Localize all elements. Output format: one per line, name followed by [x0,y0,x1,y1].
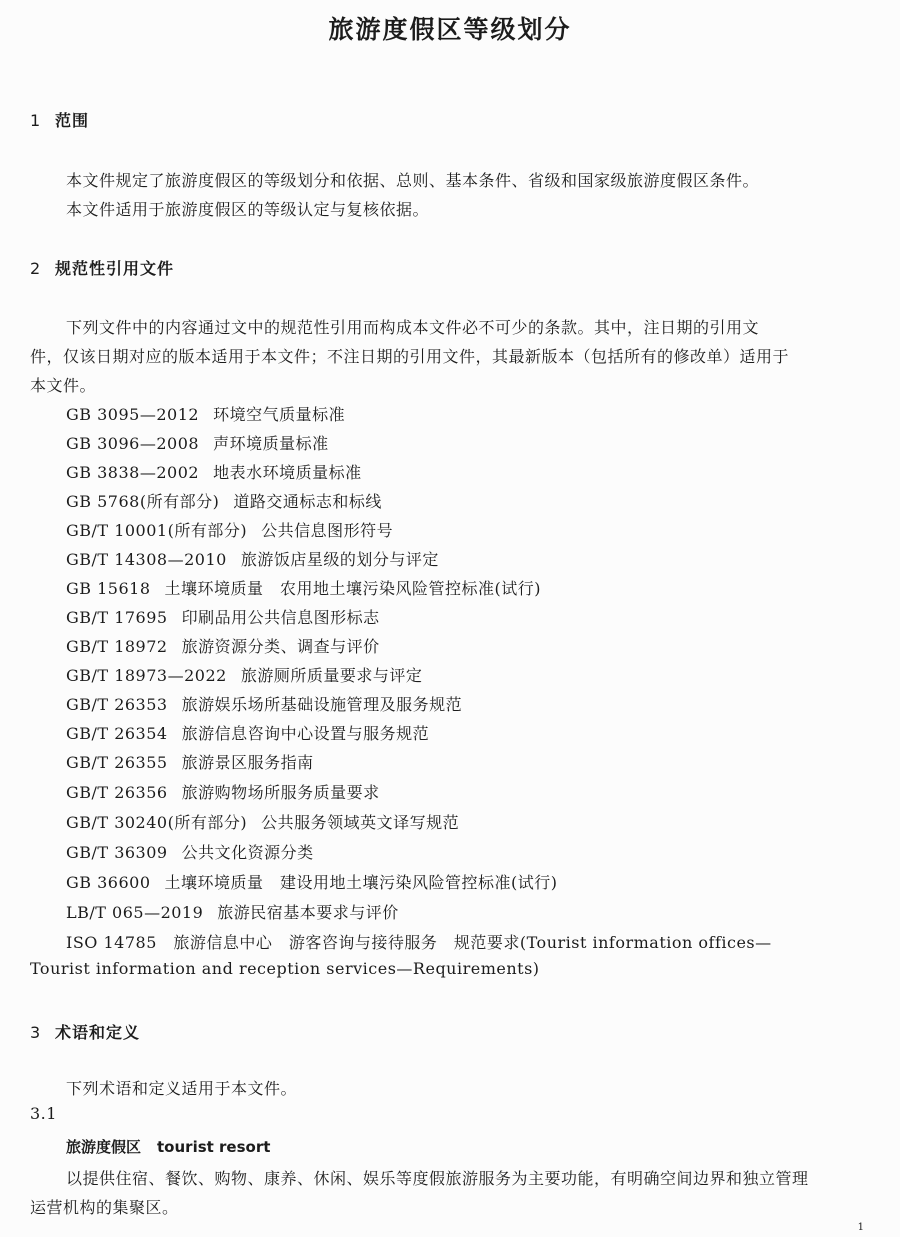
reference-code: GB 3838—2002 [66,463,200,482]
reference-item [66,900,399,923]
document-title: 旅游度假区等级划分 [328,15,572,44]
reference-title: 环境空气质量标准 [213,405,346,424]
reference-item [66,780,380,803]
reference-code: GB 15618 [66,579,151,598]
reference-code: GB 36600 [66,873,151,892]
reference-code: GB/T 17695 [66,608,168,627]
reference-code: GB/T 10001(所有部分) [66,521,248,540]
section-1-heading [30,108,89,131]
reference-title: 公共文化资源分类 [181,843,314,862]
reference-item [66,840,314,863]
reference-title: 旅游民宿基本要求与评价 [217,903,399,922]
section-2-intro-line: 件，仅该日期对应的版本适用于本文件；不注日期的引用文件，其最新版本（包括所有的修改单）适用于 [30,347,790,366]
reference-title: 声环境质量标准 [213,434,329,453]
reference-code: GB 3095—2012 [66,405,200,424]
section-2-title: 规范性引用文件 [55,259,175,278]
section-2-intro-line: 本文件。 [30,376,97,395]
section-1-line: 本文件适用于旅游度假区的等级认定与复核依据。 [66,200,430,219]
reference-title: 土壤环境质量 农用地土壤污染风险管控标准(试行) [164,579,542,598]
reference-code: GB/T 26353 [66,695,168,714]
reference-title: 旅游信息咨询中心设置与服务规范 [181,724,430,743]
reference-item [66,489,382,512]
reference-item [66,870,558,893]
reference-title: 印刷品用公共信息图形标志 [181,608,380,627]
reference-title: 土壤环境质量 建设用地土壤污染风险管控标准(试行) [164,873,558,892]
reference-title: 旅游资源分类、调查与评价 [181,637,380,656]
reference-item [66,750,314,773]
reference-code: LB/T 065—2019 [66,903,204,922]
term-definition-line: 以提供住宿、餐饮、购物、康养、休闲、娱乐等度假旅游服务为主要功能，有明确空间边界和独立管理 [66,1169,809,1188]
reference-item [66,721,429,744]
reference-title: 旅游购物场所服务质量要求 [181,783,380,802]
reference-item [66,692,462,715]
reference-item [66,605,380,628]
reference-code: GB/T 36309 [66,843,168,862]
reference-title: 旅游饭店星级的划分与评定 [240,550,439,569]
reference-title: 旅游娱乐场所基础设施管理及服务规范 [181,695,463,714]
term-number: 3.1 [30,1104,57,1123]
reference-code: GB/T 18973—2022 [66,666,227,685]
reference-title: 公共信息图形符号 [261,521,394,540]
section-2-number: 2 [30,259,42,278]
reference-item [66,402,345,425]
section-3-intro: 下列术语和定义适用于本文件。 [66,1079,298,1098]
section-1-line: 本文件规定了旅游度假区的等级划分和依据、总则、基本条件、省级和国家级旅游度假区条件。 [66,171,760,190]
section-1-title: 范围 [55,111,90,130]
section-3-heading [30,1020,140,1043]
term-title [66,1136,270,1157]
reference-item [66,431,329,454]
reference-code: GB/T 26354 [66,724,168,743]
iso-reference-line: Tourist information and reception services—Requirements) [30,959,540,978]
reference-item [66,518,393,541]
reference-item [66,663,422,686]
reference-code: GB/T 26356 [66,783,168,802]
term-definition-line: 运营机构的集聚区。 [30,1198,179,1217]
reference-code: GB/T 18972 [66,637,168,656]
reference-code: GB/T 26355 [66,753,168,772]
section-3-title: 术语和定义 [55,1023,141,1042]
reference-item [66,547,439,570]
section-2-heading [30,256,174,279]
page-number: 1 [857,1222,864,1233]
section-3-number: 3 [30,1023,42,1042]
reference-title: 地表水环境质量标准 [213,463,362,482]
reference-code: GB 3096—2008 [66,434,200,453]
reference-code: GB/T 30240(所有部分) [66,813,248,832]
reference-title: 旅游厕所质量要求与评定 [240,666,423,685]
term-chinese: 旅游度假区 [66,1138,142,1156]
reference-title: 公共服务领域英文译写规范 [261,813,460,832]
term-english: tourist resort [157,1138,271,1156]
reference-code: GB 5768(所有部分) [66,492,220,511]
reference-title: 道路交通标志和标线 [233,492,382,511]
reference-item [66,576,541,599]
reference-item [66,460,362,483]
section-2-intro-line: 下列文件中的内容通过文中的规范性引用而构成本文件必不可少的条款。其中，注日期的引用文 [66,318,760,337]
reference-item [66,810,459,833]
iso-reference-line: ISO 14785 旅游信息中心 游客咨询与接待服务 规范要求(Tourist information offices— [66,933,772,952]
reference-code: GB/T 14308—2010 [66,550,227,569]
reference-title: 旅游景区服务指南 [181,753,314,772]
reference-item [66,634,380,657]
section-1-number: 1 [30,111,42,130]
